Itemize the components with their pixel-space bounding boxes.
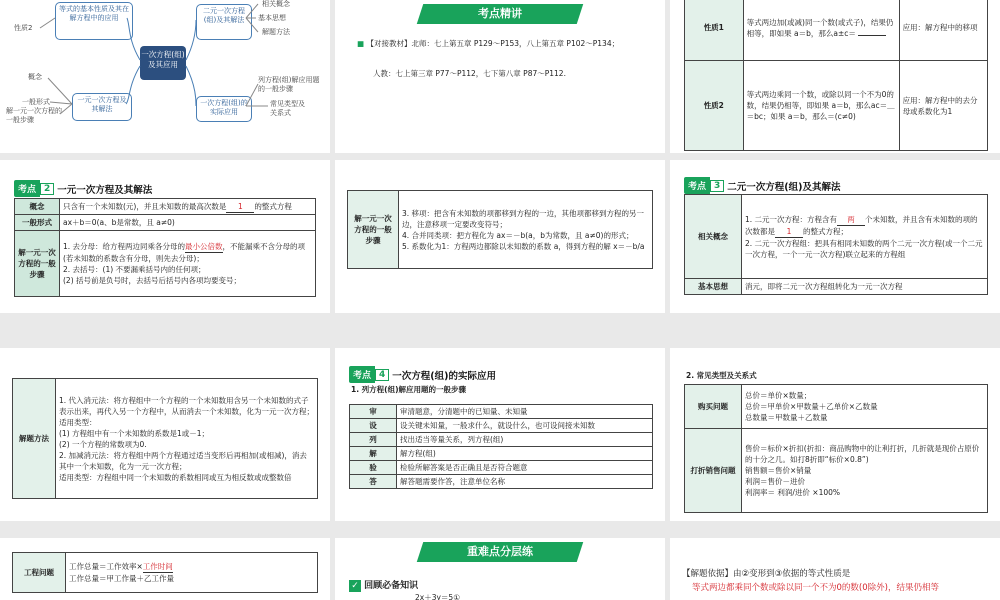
solve-steps-continued-slide[interactable] (335, 160, 665, 313)
step-key: 审 (350, 405, 397, 419)
label-solve-method: 解题方法 (262, 28, 290, 36)
textbook-reference-beishida: ■ 【对接教材】北师：七上第五章 P129～P153，八上第五章 P102～P134； (357, 39, 620, 48)
solution-basis-slide[interactable] (670, 538, 1000, 600)
steps-continued-table (347, 190, 653, 269)
basic-idea-label: 基本思想 (685, 279, 742, 295)
step-value: 设关键未知量，一般求什么，就设什么，也可设间接未知数 (397, 419, 653, 433)
steps-content: 3. 移项：把含有未知数的项都移到方程的一边，其他项都移到方程的另一边，注意移项一定要改变符号； 4. 合并同类项：把方程化为 ax＝－b(a，b为常数，且 a≠0)的形式； 5. 系数化为1：方程两边都除以未知数的系数 a，得到方程的解 x＝－b/a (399, 191, 653, 269)
purchase-content: 总价＝单价×数量； 总价＝甲单价×甲数量＋乙单价×乙数量 总数量＝甲数量＋乙数量 (742, 385, 988, 429)
property1-application: 应用：解方程中的移项 (899, 0, 987, 61)
mindmap-connectors (0, 0, 330, 153)
step-value: 审清题意，分清题中的已知量、未知量 (397, 405, 653, 419)
basis-line: 【解题依据】由②变形到③依据的等式性质是 (682, 569, 851, 579)
solve-method-content: 1. 代入消元法：将方程组中一个方程的一个未知数用含另一个未知数的式子表示出来，再代入另一个方程中，从而消去一个未知数，化为一元一次方程； 适用类型： (1) 方程组中有一个未知数的系数是1或－1； (2) 一个方程的常数项为0. 2. 加减消元法：将方程组中两个方程通过适当变形后再相加(或相减)，消去其中一个未知数，化为一元一次方程； 适用类型：方程组中同一个未知数的系数相同或互为相反数或成整数倍 (56, 379, 318, 499)
steps-label: 解一元一次方程的一般步骤 (348, 191, 399, 269)
common-types-slide[interactable] (670, 348, 1000, 521)
concept-content: 只含有一个未知数(元)，并且未知数的最高次数是 1 的整式方程 (60, 199, 316, 215)
linear-equation-slide[interactable] (0, 160, 330, 313)
step-row (350, 447, 653, 461)
property2-label: 性质2 (685, 61, 744, 151)
step-key: 设 (350, 419, 397, 433)
concept-label: 概念 (15, 199, 60, 215)
purchase-label: 购买问题 (685, 385, 742, 429)
section-banner: 重难点分层练 (417, 542, 583, 562)
topic-badge: 考点 3 二元一次方程(组)及其解法 (684, 177, 840, 194)
general-form-content: ax＋b＝0(a、b是常数，且 a≠0) (60, 215, 316, 231)
properties-table (684, 0, 988, 151)
solve-method-slide[interactable] (0, 348, 330, 521)
node-equality-properties: 等式的基本性质及其在解方程中的应用 (55, 2, 133, 40)
label-related-concepts: 相关概念 (262, 0, 290, 8)
common-types-table (684, 384, 988, 513)
step-row (350, 405, 653, 419)
related-concepts-label: 相关概念 (685, 195, 742, 279)
practice-slide[interactable] (335, 538, 665, 600)
related-concepts-content: 1. 二元一次方程：方程含有 两 个未知数，并且含有未知数的项的次数都是 1 的整式方程； 2. 二元一次方程组：把具有相同未知数的两个二元一次方程(或一个二元一次方程，一个一元一次方程)联立起来的方程组 (742, 195, 988, 279)
two-var-system-slide[interactable] (670, 160, 1000, 313)
section-banner: 考点精讲 (417, 4, 583, 24)
label-solve-steps: 解一元一次方程的一般步骤 (6, 107, 62, 124)
steps-subtitle: 1. 列方程(组)解应用题的一般步骤 (351, 385, 467, 394)
property1-content: 等式两边加(或减)同一个数(或式子)，结果仍相等，即如果 a＝b，那么a±c＝ (743, 0, 899, 61)
node-linear-equation: 一元一次方程及其解法 (72, 93, 132, 121)
work-problem-table (12, 552, 318, 593)
node-two-var-system: 二元一次方程(组)及其解法 (196, 4, 252, 40)
node-center: 一次方程(组)及其应用 (140, 46, 186, 80)
discount-label: 打折销售问题 (685, 429, 742, 513)
steps-label: 解一元一次方程的一般步骤 (15, 231, 60, 297)
step-key: 答 (350, 475, 397, 489)
step-row (350, 433, 653, 447)
label-property2: 性质2 (14, 24, 33, 32)
review-heading: ✓ 回顾必备知识 (349, 578, 418, 592)
label-basic-idea: 基本思想 (258, 14, 286, 22)
basis-answer: 等式两边都乘同个数或除以同一个不为0的数(0除外)，结果仍相等 (692, 583, 939, 593)
node-applications: 一次方程(组)的实际应用 (196, 96, 252, 122)
check-icon: ✓ (349, 580, 361, 592)
step-row (350, 419, 653, 433)
equation-text: 2x＋3y＝5① (415, 593, 460, 600)
label-general: 一般形式 (22, 98, 50, 106)
label-app-steps: 列方程(组)解应用题的一般步骤 (258, 76, 320, 93)
property2-application: 应用：解方程中的去分母或系数化为1 (899, 61, 987, 151)
work-content: 工作总量＝工作效率×工作时间 工作总量＝甲工作量＋乙工作量 (66, 553, 318, 593)
label-concept: 概念 (28, 73, 42, 81)
equality-properties-slide[interactable] (670, 0, 1000, 153)
mindmap-slide[interactable] (0, 0, 330, 153)
step-key: 验 (350, 461, 397, 475)
basic-idea-content: 消元，即将二元一次方程组转化为一元一次方程 (742, 279, 988, 295)
lecture-intro-slide[interactable] (335, 0, 665, 153)
work-label: 工程问题 (13, 553, 66, 593)
two-var-table (684, 194, 988, 295)
topic-badge: 考点 4 一次方程(组)的实际应用 (349, 366, 496, 383)
step-row (350, 475, 653, 489)
discount-content: 售价＝标价×折扣(折扣：商品购物中的让利打折，几折就是现价占原价的十分之几。如打8折即“标价×0.8”) 销售额＝售价×销量 利润＝售价－进价 利润率＝ 利润/进价 ×100% (742, 429, 988, 513)
step-value: 解方程(组) (397, 447, 653, 461)
work-problem-slide[interactable] (0, 538, 330, 600)
property2-content: 等式两边乘同一个数，或除以同一个不为0的数，结果仍相等，即如果 a＝b，那么ac＝＿＝bc；如果 a＝b，那么＝(c≠0) (743, 61, 899, 151)
solve-method-table (12, 378, 318, 499)
step-value: 找出适当等量关系，列方程(组) (397, 433, 653, 447)
applications-slide[interactable] (335, 348, 665, 521)
textbook-reference-renjiao: 人教：七上第三章 P77～P112，七下第八章 P87～P112. (373, 69, 566, 78)
solve-method-label: 解题方法 (13, 379, 56, 499)
linear-equation-table (14, 198, 316, 297)
label-common-types: 常见类型及关系式 (270, 100, 305, 117)
step-key: 列 (350, 433, 397, 447)
application-steps-table (349, 404, 653, 489)
topic-badge: 考点 2 一元一次方程及其解法 (14, 180, 152, 197)
book-icon: ■ (357, 39, 365, 48)
types-subtitle: 2. 常见类型及关系式 (686, 371, 757, 380)
general-form-label: 一般形式 (15, 215, 60, 231)
step-row (350, 461, 653, 475)
property1-label: 性质1 (685, 0, 744, 61)
steps-content: 1. 去分母：给方程两边同乘各分母的最小公倍数，不能漏乘不含分母的项(若未知数的系数含有分母，则先去分母)； 2. 去括号：(1) 不要漏乘括号内的任何项； (2) 括号前是负号时，去括号后括号内各项均要变号； (60, 231, 316, 297)
step-value: 检验所解答案是否正确且是否符合题意 (397, 461, 653, 475)
step-key: 解 (350, 447, 397, 461)
step-value: 解答题需要作答，注意单位名称 (397, 475, 653, 489)
